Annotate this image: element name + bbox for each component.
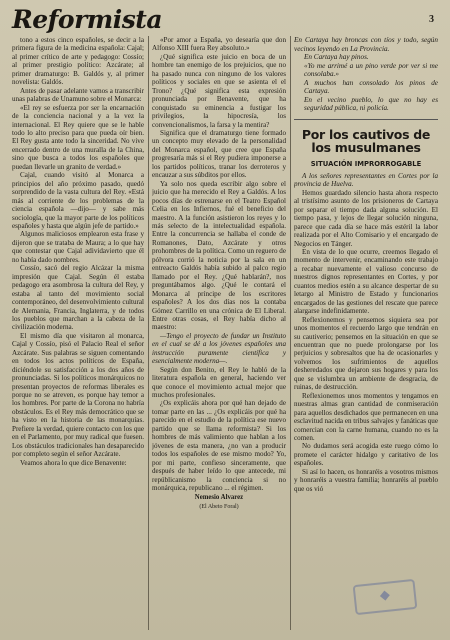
section-subtitle: SITUACIÓN IMPRORROGABLE — [310, 159, 422, 168]
column-right — [294, 36, 438, 632]
paragraph: Cajal, cuando visitó al Monarca a principios del año próximo pasado, quedó sorprendido de la vasta cultura del Rey. «Está más al corriente de los problemas de la ciencia española —dijo— y sabe más sociología, que la mayor parte de los políticos españoles y hasta que algún jefe de partido.» — [12, 171, 144, 230]
paragraph: Veamos ahora lo que dice Benavente: — [20, 458, 127, 467]
section-title: Por los cautivos de los musulmanes — [301, 126, 431, 155]
article-author: Nemesio Alvarez — [194, 494, 244, 502]
poem-line: En Cartaya hay broncas con tíos y todo, según vecinos leyendo en La Provincia. — [294, 36, 438, 53]
poem-block — [294, 36, 438, 113]
dedication: A los señores representantes en Cortes por la provincia de Huelva. — [294, 171, 438, 189]
paragraph: Algunos maliciosos emplearon esta frase y dijeron que se trataba de Maura; a lo que hay que contestar que Cajal adividavierto que él no había dado nombres. — [12, 230, 144, 264]
paragraph: Si así lo hacen, os honraréis a vosotros mismos y honraréis a vuestra familia; honraréis al pueblo que os vió — [294, 467, 438, 493]
paragraph: —Tengo el proyecto de fundar un Instituto en el cual se dé a los jóvenes españoles una instrucción puramente científica y esencialmente moderna—. — [152, 331, 286, 366]
column-divider — [148, 36, 149, 630]
paragraph: Cossío, sacó del regio Alcázar la misma impresión que Cajal. Según él estaba pedagogo era asombrosa la cultura del Rey, y estaba al tanto del movimiento social contemporáneo, del desenvolvimiento cultural de Alemania, Francia, Inglaterra, y de todos los pueblos que marchan a la cabeza de la civilización moderna. — [12, 264, 144, 332]
paragraph: «El rey se esfuerza por ser la encarnación de la conciencia nacional y a la vez la internacional. El Rey quiere que se le hable todo lo alto preciso para que pueda oír bien. El Rey gusta ante todo la sinceridad. No vive encerrado dentro de una muralla de la China, sino que busca a todos los españoles que puedan llevarle un granito de verdad.» — [12, 103, 144, 171]
paragraph: «Por amor a España, yo desearía que don Alfonso XIII fuera Rey absoluto.» — [152, 36, 286, 53]
paragraph: tono a estos cinco españoles, se decir a la primera figura de la medicina española: Cajal; al primer crítico de arte y pedagogo: Cossío; al primer prestigio político: Azcárate; al primer dramaturgo: B. Galdós y, al primer novelista: Galdós. — [12, 36, 144, 87]
paragraph: En vista de lo que ocurre, creemos llegado el momento de intervenir, encaminando este trabajo a recabar nuevamente el valioso concurso de nuestros dignos representantes en Cortes, y por cuantos medios estén a su alcance despertar de su letargo al Ministro de Estado y funcionarios encargados de las gestiones del rescate que parece alargarse indefinidamente. — [294, 248, 438, 316]
poem-line: «Yo me arrimé a un pino verde por ver si me consolaba.» — [304, 61, 438, 78]
author-note: (El Abeto Foral) — [199, 503, 239, 510]
paragraph: Ya solo nos queda escribir algo sobre el juicio que ha merecido el Rey a Galdós. A los pocos días de estrenarse en el Teatro Español Celia en los Infiernos, fué el beneficio del maestro. A la función asistieron los reyes y lo más selecto de la intelectualidad española. Entre la concurrencia se hallaba el conde de Romanones, Dato, Azcárate y otros prohombres de la política. Como un reguero de pólvora corrió la noticia por la sala en un entreacto Galdós había subido al palco regio llamado por el Rey. ¿Qué hablarán?, nos preguntábamos algo. ¿Qué le contará el Monarca al príncipe de los escritores españoles? A los dos días nos la contaba Gómez Carrillo en una crónica de El Liberal. Entre otras cosas, el Rey había dicho al maestro: — [152, 179, 286, 332]
page-number: 3 — [429, 14, 434, 25]
column-left — [12, 36, 144, 632]
paragraph: Reflexionemos y pensemos siquiera sea por unos momentos el recuerdo largo que tendrán en su cautiverio; pensemos en la situación en que se encuentran que no puede prolongarse por los perjuicios y sobresaltos que ha de ocasionarles y volvemos los sufrimientos de aquellos desheredados que dejaron sus hogares y para los que se vislumbra un ambiente de desgracia, de ruinas, de destrucción. — [294, 315, 438, 392]
poem-line: En Cartaya hay pinos. — [304, 53, 369, 61]
paragraph: Reflexionemos unos momentos y tengamos en nuestras almas gran cantidad de conmiseración para aquellos desdichados que permanecen en una esclavitud nacida en tribus salvajes y fanáticas que comercian con la carne humana, cuando no es la comen. — [294, 391, 438, 442]
poem-line: A muchos han consolado los pinos de Cartaya. — [304, 78, 438, 95]
paragraph: No dudamos será acogida este ruego cómo lo promete el carácter hidalgo y caritativo de los españoles. — [294, 442, 438, 468]
paragraph: Significa que el dramaturgo tiene formado un concepto muy elevado de la personalidad del Monarca español, que cree que España progresaría más si el Rey pudiera imponerse a los partidos políticos, tranar los derroteros y encauzar a sus súbditos por ellos. — [152, 128, 286, 180]
paragraph: ¿Qué significa este juicio en boca de un hombre tan enemigo de los prejuicios, que no ha pasado nunca con ninguno de los valores políticos y sociales en que se asienta el el Trono? ¿Qué significa esta expresión pronunciada por Benavente, que ha conquistado su eminencia a fustigar los privilegios, la hipocresía, los convencionalismos, la farsa y la mentira? — [152, 52, 286, 129]
stamp-mark: ◆ — [379, 587, 391, 604]
paragraph: ¿Os explicáis ahora por qué han dejado de tomar parte en las ... ¿Os explicáis por qué ha parecido en el estudio de la política ese nuevo partido que se llama reformista? Si los hombres de más valimiento que hablan a los jóvenes de esta manera, ¿no van a producir todos los españoles de ese mismo modo? Yo, por mi parte, confieso sinceramente, que después de haber leído lo que antecede, mi repúblicanismo la conciencia si no monárquica, republicano ... el régimen. — [152, 399, 286, 493]
paragraph: Hemos guardado silencio hasta ahora respecto al tristísimo asunto de los prisioneros de Cartaya por separar el tiempo dada alguna solución. El tiempo pasa, y lejos de llegar solución ninguna, parece que cada día se hace más estéril la labor realizada por el Alto Comisario y el encargado de Negocios en Tánger. — [294, 188, 438, 248]
masthead — [8, 4, 163, 36]
masthead-logo: Reformista — [12, 5, 163, 34]
poem-line: En el vecino pueblo, lo que no hay es seguridad pública, ni policía. — [304, 95, 438, 112]
column-middle — [152, 36, 286, 632]
section-divider — [294, 119, 438, 120]
column-divider — [290, 36, 291, 630]
paragraph: Según don Benito, el Rey le habló de la literatura española en general, haciendo ver que conoce el movimiento actual mejor que muchos profesionales. — [152, 365, 286, 400]
paragraph: Antes de pasar adelante vamos a transcribir unas palabras de Unamuno sobre el Monarca: — [12, 86, 144, 104]
paragraph: El mismo día que visitaron al monarca, Cajal y Cossío, pisó el Palacio Real el señor Azcárate. Sus palabras se siguen comentando en todos los actos políticos de España, diciéndole su satisfacción a los dos años de pronunciadas. Si los políticos monárquicos no presentan proyectos de reformas liberales es porque no se atreven, es porque hay temor a los hombres. Por parte de la Corona no habría obstáculos. Es el Rey más democrático que se ha visto en la historia de las monarquías. Prefiere la verdad, quiere contacto con los que en el Parlamento, por muy radical que fuesen. Los obstáculos tradicionales han desaparecido por completo según el señor Azcárate. — [12, 331, 144, 459]
